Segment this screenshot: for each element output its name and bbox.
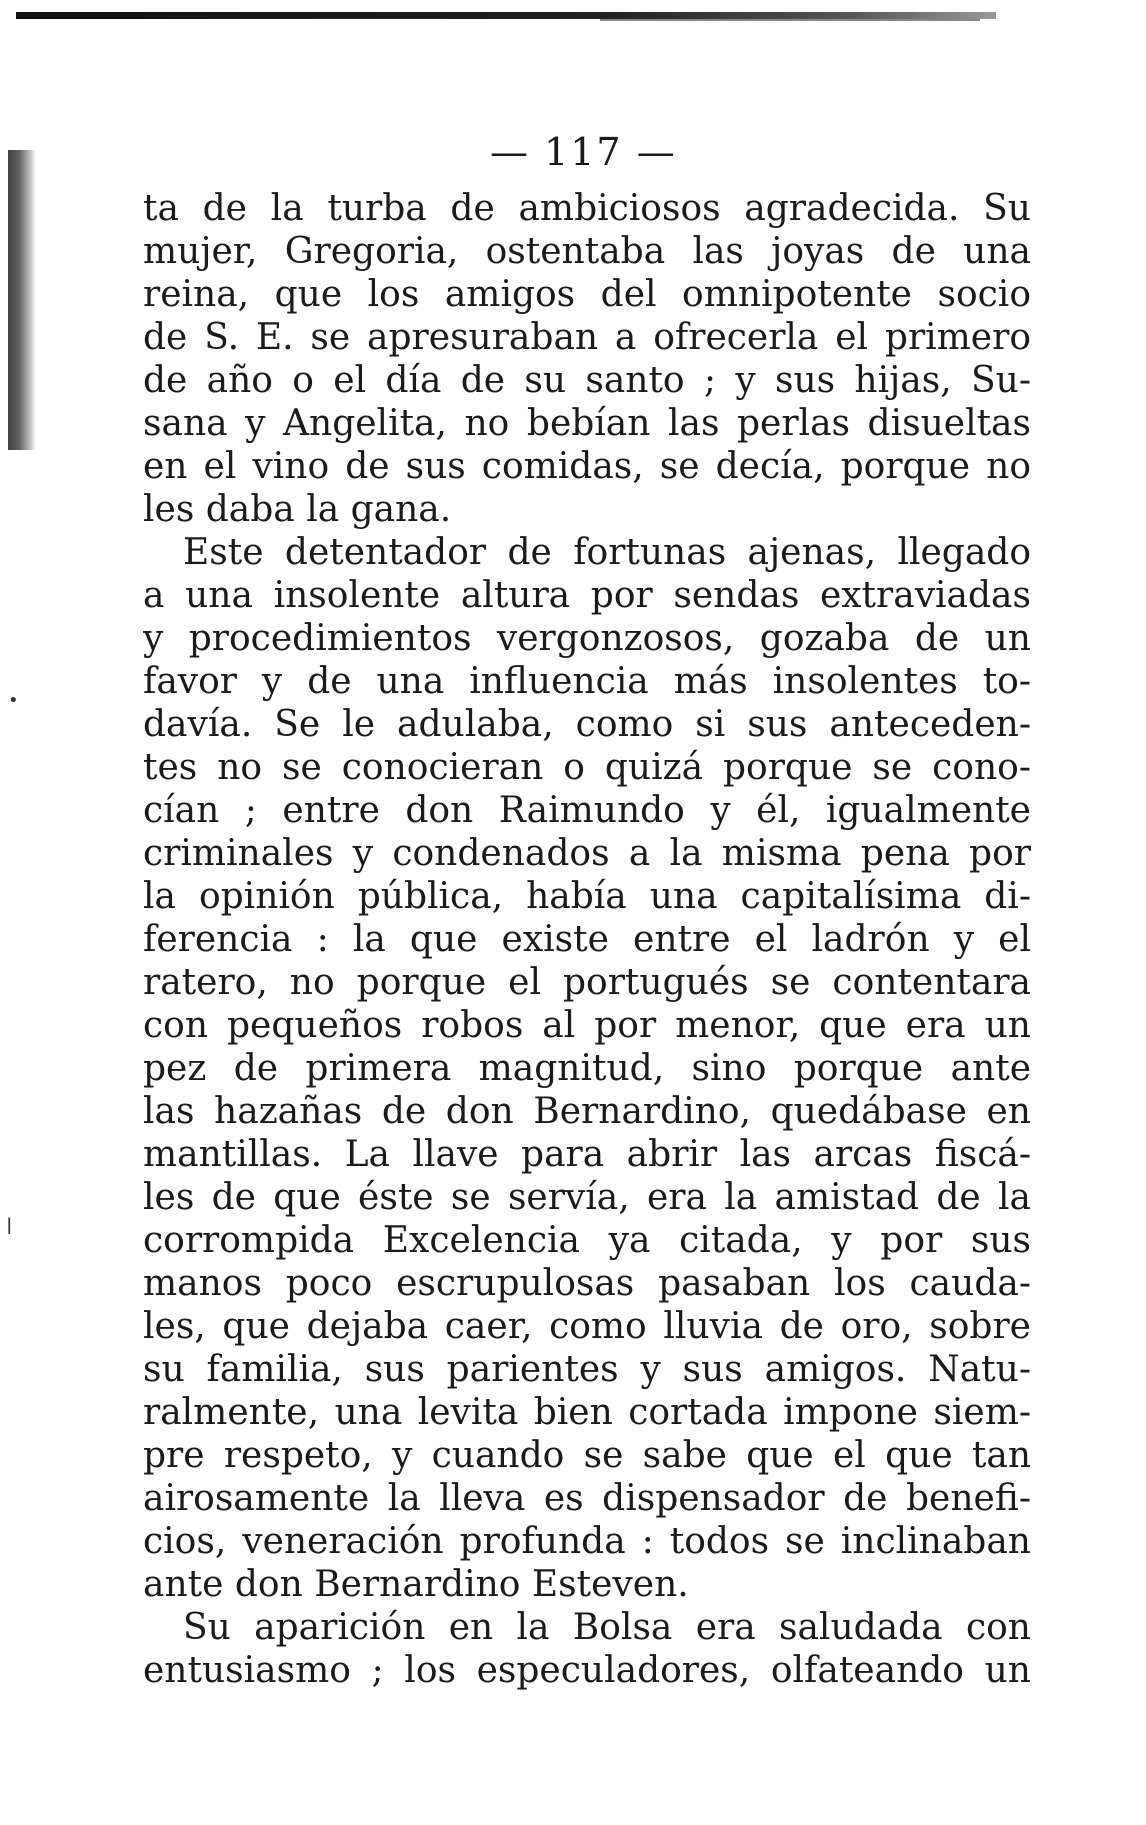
text-line: mantillas. La llave para abrir las arcas fiscá- [143,1134,1031,1175]
margin-speck: ǀ [6,1215,13,1240]
text-line: les daba la gana. [143,489,452,530]
text-line: ralmente, una levita bien cortada impone siem- [143,1392,1031,1433]
text-line: ferencia : la que existe entre el ladrón y el [143,919,1031,960]
text-line: davía. Se le adulaba, como si sus anteceden- [143,704,1031,745]
text-line: y procedimientos vergonzosos, gozaba de un [143,618,1031,659]
text-line: la opinión pública, había una capitalísima di- [143,876,1031,917]
margin-speck: • [8,690,19,711]
top-printed-rule-thin [600,19,980,21]
text-line: las hazañas de don Bernardino, quedábase en [143,1091,1031,1132]
scan-edge-shadow [8,150,36,450]
text-line: su familia, sus parientes y sus amigos. Natu- [143,1349,1031,1390]
text-line: favor y de una influencia más insolentes to- [143,661,1031,702]
text-line: ante don Bernardino Esteven. [143,1564,689,1605]
text-line: mujer, Gregoria, ostentaba las joyas de una [143,231,1031,272]
text-line: ratero, no porque el portugués se contentara [143,962,1031,1003]
text-line: cían ; entre don Raimundo y él, igualmente [143,790,1031,831]
text-line: les de que éste se servía, era la amistad de la [143,1177,1031,1218]
top-printed-rule [16,12,996,19]
text-line: criminales y condenados a la misma pena por [143,833,1031,874]
text-line: entusiasmo ; los especuladores, olfateando un [143,1650,1031,1691]
text-line: reina, que los amigos del omnipotente socio [143,274,1031,315]
text-line: de año o el día de su santo ; y sus hijas, Su- [143,360,1031,401]
text-line: airosamente la lleva es dispensador de benefi- [143,1478,1031,1519]
text-line: manos poco escrupulosas pasaban los cauda- [143,1263,1031,1304]
text-line: les, que dejaba caer, como lluvia de oro, sobre [143,1306,1031,1347]
text-line: corrompida Excelencia ya citada, y por sus [143,1220,1031,1261]
text-line: pre respeto, y cuando se sabe que el que tan [143,1435,1031,1476]
page-number: — 117 — [490,130,677,174]
text-line: en el vino de sus comidas, se decía, porque no [143,446,1031,487]
text-line: cios, veneración profunda : todos se inclinaban [143,1521,1031,1562]
text-line: Su aparición en la Bolsa era saludada con [183,1607,1031,1648]
text-line: ta de la turba de ambiciosos agradecida. Su [143,188,1031,229]
text-line: sana y Angelita, no bebían las perlas disueltas [143,403,1031,444]
text-line: de S. E. se apresuraban a ofrecerla el primero [143,317,1031,358]
body-text [143,187,1031,1692]
text-line: a una insolente altura por sendas extraviadas [143,575,1031,616]
text-line: tes no se conocieran o quizá porque se cono- [143,747,1031,788]
text-line: pez de primera magnitud, sino porque ante [143,1048,1031,1089]
text-line: con pequeños robos al por menor, que era un [143,1005,1031,1046]
text-line: Este detentador de fortunas ajenas, llegado [183,532,1031,573]
